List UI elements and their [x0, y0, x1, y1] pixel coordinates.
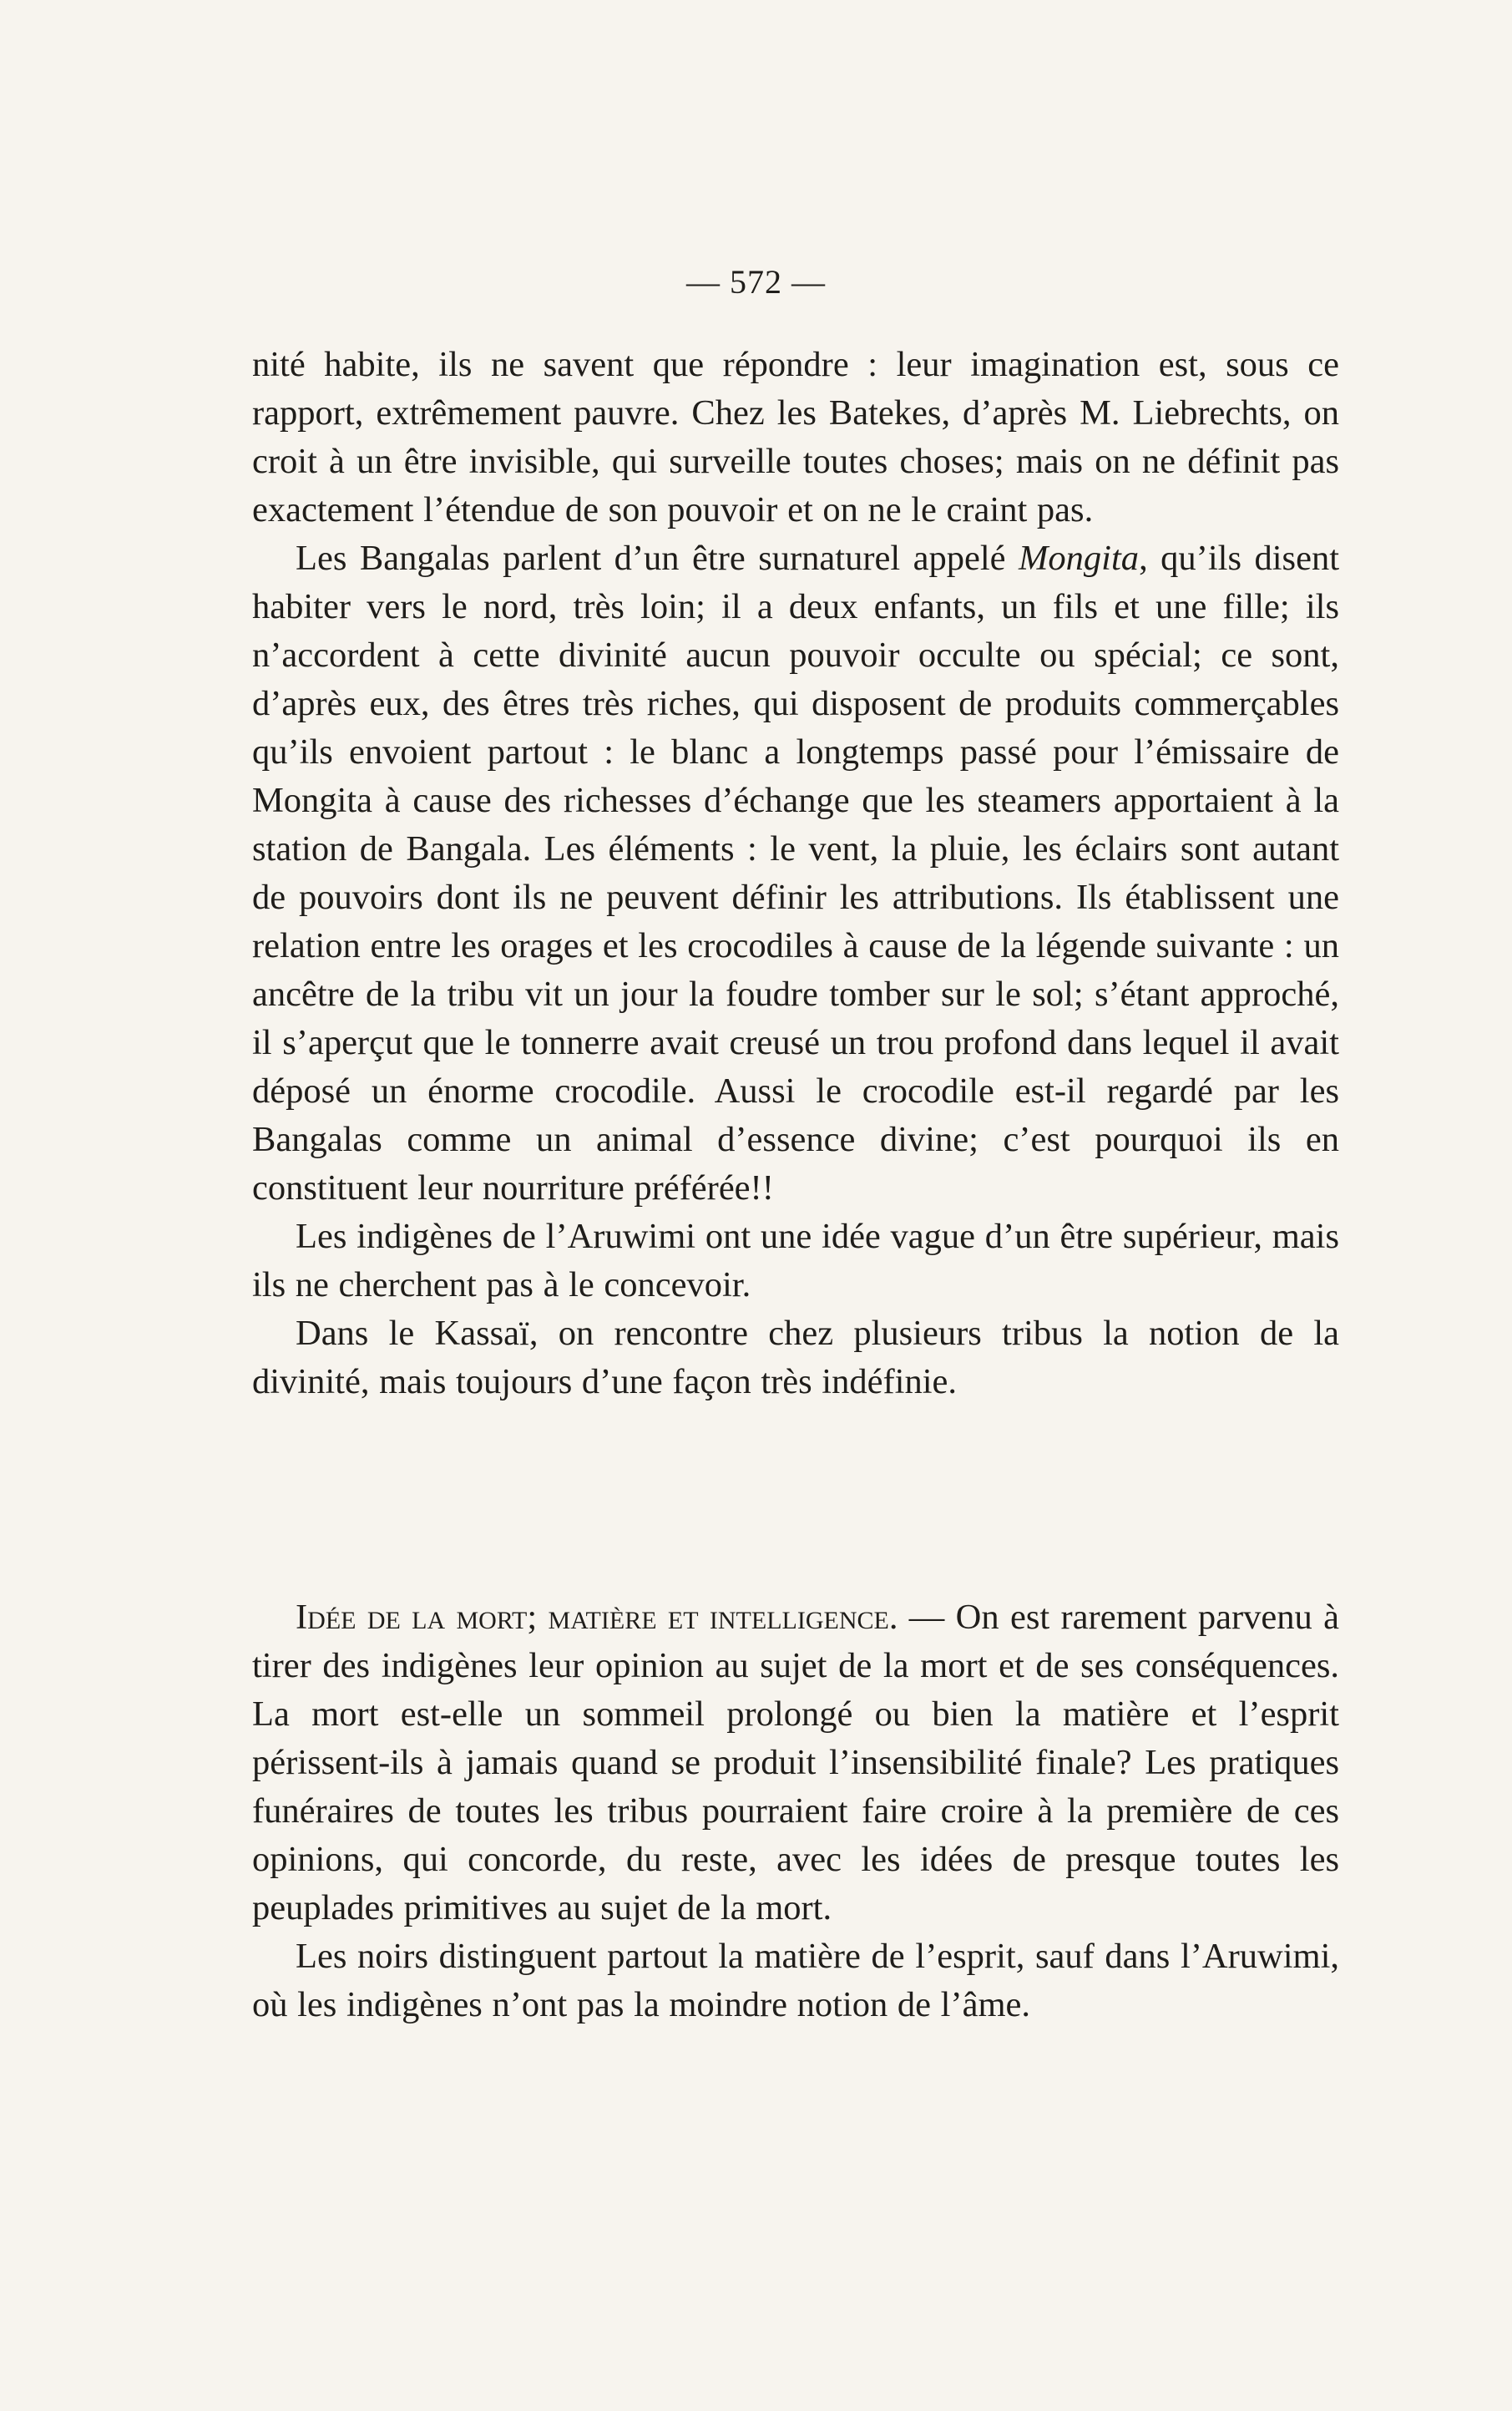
text-block-death [252, 1593, 1339, 2029]
paragraph-death-text: On est rarement parvenu à tirer des indigènes leur opinion au sujet de la mort et de ses conséquences. La mort est-elle un sommeil prolongé ou bien la matière et l’esprit périssent-ils à jamais quand se produit l’insensibilité finale? Les pratiques funéraires de toutes les tribus pourraient faire croire à la première de ces opinions, qui concorde, du reste, avec les idées de presque toutes les peuplades primitives au sujet de la mort. [252, 1598, 1339, 1927]
page-number: — 572 — [686, 263, 826, 301]
section-heading: Idée de la mort; matière et intelligence. [296, 1598, 898, 1637]
paragraph-death-section [252, 1593, 1339, 1932]
paragraph-continuation: nité habite, ils ne savent que répondre : leur imagination est, sous ce rapport, extrêmement pauvre. Chez les Batekes, d’après M. Liebrechts, on croit à un être invisible, qui surveille toutes choses; mais on ne définit pas exactement l’étendue de son pouvoir et on ne le craint pas. [252, 345, 1339, 529]
paragraph-bangalas [252, 534, 1339, 1213]
text-block-divinity [252, 341, 1339, 1406]
paragraph-kassai: Dans le Kassaï, on rencontre chez plusieurs tribus la notion de la divinité, mais toujours d’une façon très indéfinie. [252, 1314, 1339, 1401]
paragraph-bangalas-start: Les Bangalas parlent d’un être surnaturel appelé [296, 539, 1019, 578]
paragraph-bangalas-rest: , qu’ils disent habiter vers le nord, très loin; il a deux enfants, un fils et une fille; ils n’accordent à cette divinité aucun pouvoir occulte ou spécial; ce sont, d’après eux, des êtres très riches, qui disposent de produits commerçables qu’ils envoient partout : le blanc a longtemps passé pour l’émissaire de Mongita à cause des richesses d’échange que les steamers apportaient à la station de Bangala. Les éléments : le vent, la pluie, les éclairs sont autant de pouvoirs dont ils ne peuvent définir les attributions. Ils établissent une relation entre les orages et les crocodiles à cause de la légende suivante : un ancêtre de la tribu vit un jour la foudre tomber sur le sol; s’étant approché, il s’aperçut que le tonnerre avait creusé un trou profond dans lequel il avait déposé un énorme crocodile. Aussi le crocodile est-il regardé par les Bangalas comme un animal d’essence divine; c’est pourquoi ils en constituent leur nourriture préférée!! [252, 539, 1340, 1208]
paragraph-aruwimi: Les indigènes de l’Aruwimi ont une idée vague d’un être supérieur, mais ils ne cherchent pas à le concevoir. [252, 1217, 1339, 1304]
paragraph-matter-spirit: Les noirs distinguent partout la matière de l’esprit, sauf dans l’Aruwimi, où les indigènes n’ont pas la moindre notion de l’âme. [252, 1937, 1339, 2024]
section-dash: — [898, 1598, 956, 1637]
mongita-term: Mongita [1019, 539, 1140, 578]
